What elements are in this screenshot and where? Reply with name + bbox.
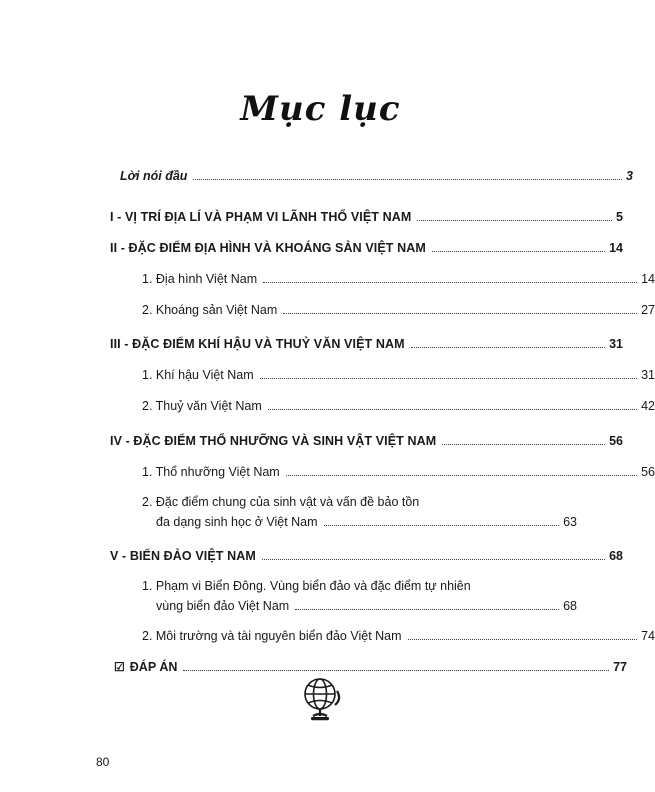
toc-entry-label: 2. Đặc điểm chung của sinh vật và vấn đề bảo tồn [142, 494, 420, 509]
toc-entry-page: 14 [609, 240, 623, 255]
toc-entry-section-5-2[interactable] [64, 628, 655, 645]
toc-entry-label: V - BIỂN ĐẢO VIỆT NAM [110, 548, 256, 563]
toc-entry-label: III - ĐẶC ĐIỂM KHÍ HẬU VÀ THUỶ VĂN VIỆT NAM [110, 337, 405, 352]
toc-entry-page: 5 [616, 209, 623, 224]
leader-dots [408, 638, 638, 640]
toc-entry-section-3[interactable] [64, 336, 623, 353]
leader-dots [432, 250, 605, 252]
toc-entry-page: 14 [641, 271, 655, 286]
toc-entry-label: 1. Khí hậu Việt Nam [142, 368, 254, 383]
globe-icon [0, 672, 641, 733]
leader-dots [417, 219, 612, 221]
toc-entry-section-2-1[interactable] [64, 271, 655, 288]
toc-entry-preface[interactable] [64, 168, 633, 185]
toc-entry-label: I - VỊ TRÍ ĐỊA LÍ VÀ PHẠM VI LÃNH THỔ VIỆT NAM [110, 209, 412, 224]
leader-dots [411, 346, 606, 348]
leader-dots [268, 408, 637, 410]
toc-entry-label-line2: vùng biển đảo Việt Nam [156, 598, 290, 613]
toc-entry-page: 27 [641, 302, 655, 317]
toc-entry-label: II - ĐẶC ĐIỂM ĐỊA HÌNH VÀ KHOÁNG SẢN VIỆT NAM [110, 240, 426, 255]
leader-dots [295, 608, 559, 610]
leader-dots [324, 524, 560, 526]
toc-entry-label: 1. Địa hình Việt Nam [142, 271, 258, 286]
toc-entry-page: 63 [563, 514, 577, 529]
table-of-contents [64, 168, 655, 675]
toc-entry-label: 2. Khoáng sản Việt Nam [142, 302, 278, 317]
toc-entry-section-1[interactable] [64, 209, 623, 226]
toc-entry-label: 1. Phạm vi Biển Đông. Vùng biển đảo và đặc điểm tự nhiên [142, 578, 471, 593]
toc-entry-page: 3 [626, 169, 633, 183]
toc-entry-label: Lời nói đầu [120, 169, 188, 183]
toc-entry-label: 2. Môi trường và tài nguyên biển đảo Việt Nam [142, 628, 402, 643]
toc-entry-section-4-2[interactable] [64, 495, 577, 530]
leader-dots [286, 474, 637, 476]
toc-entry-page: 74 [641, 628, 655, 643]
toc-entry-page: 42 [641, 399, 655, 414]
leader-dots [260, 377, 637, 379]
toc-entry-section-5[interactable] [64, 548, 623, 565]
toc-entry-label: ĐÁP ÁN [129, 659, 178, 674]
leader-dots [263, 281, 637, 283]
toc-entry-section-3-1[interactable] [64, 367, 655, 384]
leader-dots [283, 312, 637, 314]
leader-dots [262, 558, 605, 560]
toc-entry-page: 77 [613, 659, 627, 674]
toc-entry-section-2[interactable] [64, 240, 623, 257]
toc-entry-label-line2: đa dạng sinh học ở Việt Nam [156, 514, 318, 529]
checkbox-icon: ☑ [114, 659, 125, 674]
toc-entry-section-3-2[interactable] [64, 398, 655, 415]
toc-entry-label: 1. Thổ nhưỡng Việt Nam [142, 464, 280, 479]
toc-entry-label: 2. Thuỷ văn Việt Nam [142, 399, 262, 414]
page-number: 80 [96, 755, 110, 769]
toc-entry-section-2-2[interactable] [64, 302, 655, 319]
toc-entry-section-5-1[interactable] [64, 579, 577, 614]
leader-dots [183, 669, 609, 671]
toc-entry-section-4-1[interactable] [64, 464, 655, 481]
leader-dots [193, 178, 622, 180]
page-title: Mục lục [240, 89, 401, 129]
toc-entry-page: 68 [609, 548, 623, 563]
toc-entry-page: 31 [609, 337, 623, 352]
toc-entry-label: IV - ĐẶC ĐIỂM THỔ NHƯỠNG VÀ SINH VẬT VIỆT NAM [110, 434, 437, 448]
leader-dots [442, 443, 605, 445]
toc-entry-page: 68 [563, 598, 577, 613]
toc-entry-page: 56 [609, 434, 623, 448]
toc-entry-page: 56 [641, 464, 655, 479]
toc-entry-page: 31 [641, 368, 655, 383]
toc-entry-section-4[interactable] [64, 433, 623, 450]
